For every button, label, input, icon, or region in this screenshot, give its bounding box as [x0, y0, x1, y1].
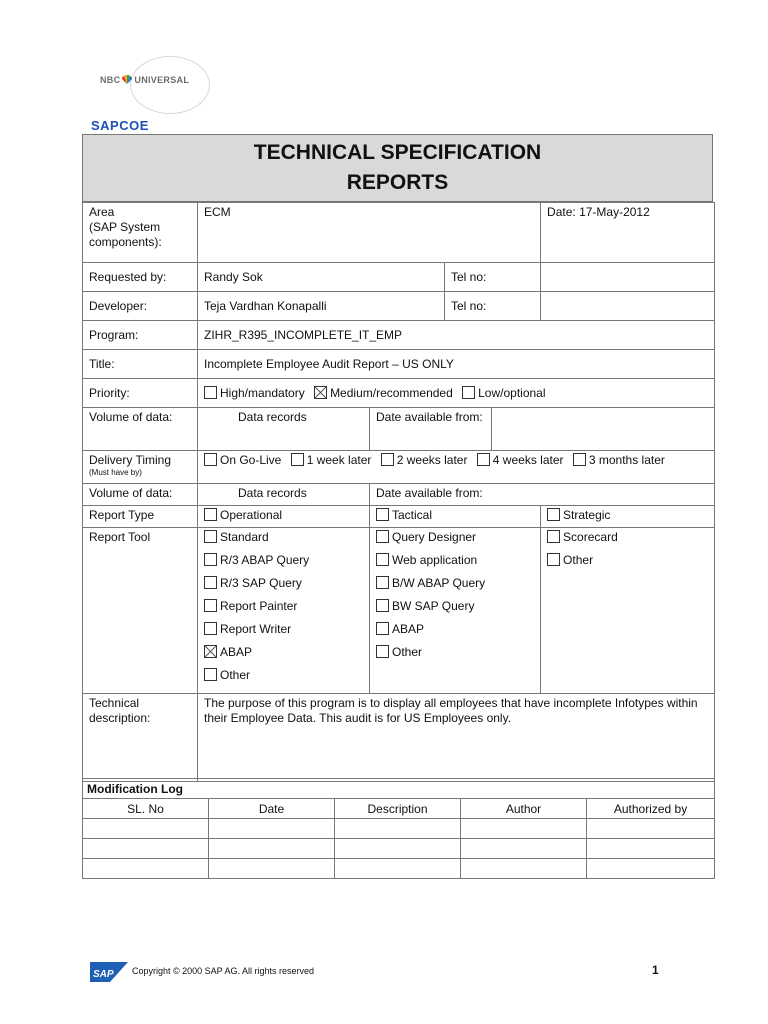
- date-available-label: Date available from:: [370, 408, 492, 451]
- row-report-tool: [83, 528, 715, 694]
- priority-option[interactable]: Medium/recommended: [314, 386, 453, 401]
- requested-by-label: Requested by:: [83, 263, 198, 292]
- report-type-option[interactable]: Tactical: [376, 508, 432, 523]
- checkbox-icon[interactable]: [376, 576, 389, 589]
- checkbox-icon[interactable]: [547, 508, 560, 521]
- checkbox-icon[interactable]: [376, 622, 389, 635]
- globe-ring: [130, 56, 210, 114]
- report-tool-option[interactable]: Other: [547, 553, 593, 568]
- program-label: Program:: [83, 321, 198, 350]
- checkbox-icon[interactable]: [376, 553, 389, 566]
- delivery-sublabel: (Must have by): [89, 468, 142, 477]
- data-records-label: Data records: [198, 408, 370, 451]
- checkbox-icon[interactable]: [376, 599, 389, 612]
- checkbox-icon[interactable]: [204, 453, 217, 466]
- delivery-option[interactable]: 3 months later: [573, 453, 665, 468]
- tel-label: Tel no:: [445, 263, 541, 292]
- checkbox-checked-icon[interactable]: [204, 645, 217, 658]
- checkbox-icon[interactable]: [462, 386, 475, 399]
- copyright-text: Copyright © 2000 SAP AG. All rights reserved: [132, 966, 315, 976]
- row-report-type: [83, 506, 715, 528]
- tel-label: Tel no:: [445, 292, 541, 321]
- tel-value: [541, 263, 715, 292]
- modification-log-header: [83, 799, 715, 819]
- report-tool-option[interactable]: Report Painter: [204, 599, 297, 614]
- peacock-icon: [121, 75, 133, 84]
- row-program: [83, 321, 715, 350]
- report-tool-col1: [198, 528, 370, 694]
- row-delivery-timing: [83, 451, 715, 484]
- area-value: ECM: [198, 203, 541, 263]
- report-tool-option[interactable]: Standard: [204, 530, 269, 545]
- area-label: Area: [89, 205, 115, 219]
- report-tool-col2: [370, 528, 541, 694]
- logo-text-left: NBC: [100, 75, 121, 85]
- document-title-box: [82, 134, 713, 202]
- row-area: Area (SAP System components): ECM Date: 17-May-2012: [83, 203, 715, 263]
- report-tool-option[interactable]: ABAP: [376, 622, 424, 637]
- report-tool-option[interactable]: Report Writer: [204, 622, 291, 637]
- report-tool-option[interactable]: Other: [376, 645, 422, 660]
- checkbox-icon[interactable]: [376, 508, 389, 521]
- date-label: Date:: [547, 205, 576, 219]
- title-label: Title:: [83, 350, 198, 379]
- program-value: ZIHR_R395_INCOMPLETE_IT_EMP: [198, 321, 715, 350]
- delivery-option[interactable]: On Go-Live: [204, 453, 281, 468]
- document-subtitle: REPORTS: [346, 171, 449, 194]
- checkbox-icon[interactable]: [204, 599, 217, 612]
- report-type-option[interactable]: Strategic: [547, 508, 610, 523]
- row-volume-1: [83, 408, 715, 451]
- sap-logo: [90, 962, 128, 982]
- col-header: SL. No: [83, 799, 209, 819]
- nbc-universal-logo: [92, 56, 212, 116]
- table-row: [83, 819, 715, 839]
- data-records-label: Data records: [198, 484, 370, 506]
- document-title: TECHNICAL SPECIFICATION: [253, 141, 542, 164]
- tech-desc-label: Technical: [89, 696, 140, 710]
- checkbox-icon[interactable]: [204, 530, 217, 543]
- checkbox-icon[interactable]: [376, 530, 389, 543]
- volume-label: Volume of data:: [83, 408, 198, 451]
- checkbox-icon[interactable]: [573, 453, 586, 466]
- row-priority: [83, 379, 715, 408]
- date-value: 17-May-2012: [579, 205, 650, 219]
- developer-value: Teja Vardhan Konapalli: [198, 292, 445, 321]
- page-number: 1: [652, 963, 659, 977]
- checkbox-checked-icon[interactable]: [314, 386, 327, 399]
- delivery-label: Delivery Timing: [89, 453, 172, 467]
- tech-desc-value: The purpose of this program is to display all employees that have incomplete Infotypes within their Employee Data. This audit is for US Employees only.: [198, 694, 715, 782]
- col-header: Description: [335, 799, 461, 819]
- modification-log-table: [82, 778, 715, 879]
- row-volume-2: [83, 484, 715, 506]
- date-available-value: [492, 408, 715, 451]
- table-row: [83, 859, 715, 879]
- delivery-option[interactable]: 2 weeks later: [381, 453, 468, 468]
- org-label: SAPCOE: [91, 118, 149, 133]
- col-header: Date: [209, 799, 335, 819]
- report-tool-option[interactable]: ABAP: [204, 645, 252, 660]
- priority-label: Priority:: [83, 379, 198, 408]
- row-title: [83, 350, 715, 379]
- report-tool-option[interactable]: Web application: [376, 553, 477, 568]
- report-tool-option[interactable]: Scorecard: [547, 530, 618, 545]
- volume-label: Volume of data:: [83, 484, 198, 506]
- priority-option[interactable]: Low/optional: [462, 386, 545, 401]
- report-type-label: Report Type: [83, 506, 198, 528]
- delivery-option[interactable]: 4 weeks later: [477, 453, 564, 468]
- row-requested-by: [83, 263, 715, 292]
- row-developer: [83, 292, 715, 321]
- date-available-label: Date available from:: [370, 484, 715, 506]
- report-tool-option[interactable]: R/3 SAP Query: [204, 576, 302, 591]
- checkbox-icon[interactable]: [204, 622, 217, 635]
- checkbox-icon[interactable]: [291, 453, 304, 466]
- checkbox-icon[interactable]: [204, 668, 217, 681]
- logo-text-right: UNIVERSAL: [134, 75, 190, 85]
- checkbox-icon[interactable]: [204, 553, 217, 566]
- row-technical-description: Technical description: The purpose of this program is to display all employees that have incomplete Infotypes within their Employee Data. This audit is for US Employees only.: [83, 694, 715, 782]
- delivery-option[interactable]: 1 week later: [291, 453, 372, 468]
- developer-label: Developer:: [83, 292, 198, 321]
- report-tool-option[interactable]: Other: [204, 668, 250, 683]
- title-value: Incomplete Employee Audit Report – US ONLY: [198, 350, 715, 379]
- report-tool-option[interactable]: BW SAP Query: [376, 599, 474, 614]
- checkbox-icon[interactable]: [547, 553, 560, 566]
- requested-by-value: Randy Sok: [198, 263, 445, 292]
- modification-log-title: Modification Log: [83, 779, 715, 799]
- report-tool-option[interactable]: Query Designer: [376, 530, 476, 545]
- checkbox-icon[interactable]: [204, 576, 217, 589]
- priority-option[interactable]: High/mandatory: [204, 386, 305, 401]
- report-type-option[interactable]: Operational: [204, 508, 282, 523]
- col-header: Author: [461, 799, 587, 819]
- report-tool-label: Report Tool: [83, 528, 198, 694]
- report-tool-option[interactable]: R/3 ABAP Query: [204, 553, 309, 568]
- sap-logo-text: SAP: [93, 969, 114, 980]
- report-tool-option-label: B/W ABAP Query: [392, 576, 486, 590]
- checkbox-icon[interactable]: [204, 508, 217, 521]
- table-row: [83, 839, 715, 859]
- spec-form-table: [82, 202, 715, 782]
- checkbox-icon[interactable]: [381, 453, 394, 466]
- tel-value: [541, 292, 715, 321]
- checkbox-icon[interactable]: [547, 530, 560, 543]
- checkbox-icon[interactable]: [477, 453, 490, 466]
- report-tool-col3: [541, 528, 715, 694]
- col-header: Authorized by: [587, 799, 715, 819]
- checkbox-icon[interactable]: [204, 386, 217, 399]
- checkbox-icon[interactable]: [376, 645, 389, 658]
